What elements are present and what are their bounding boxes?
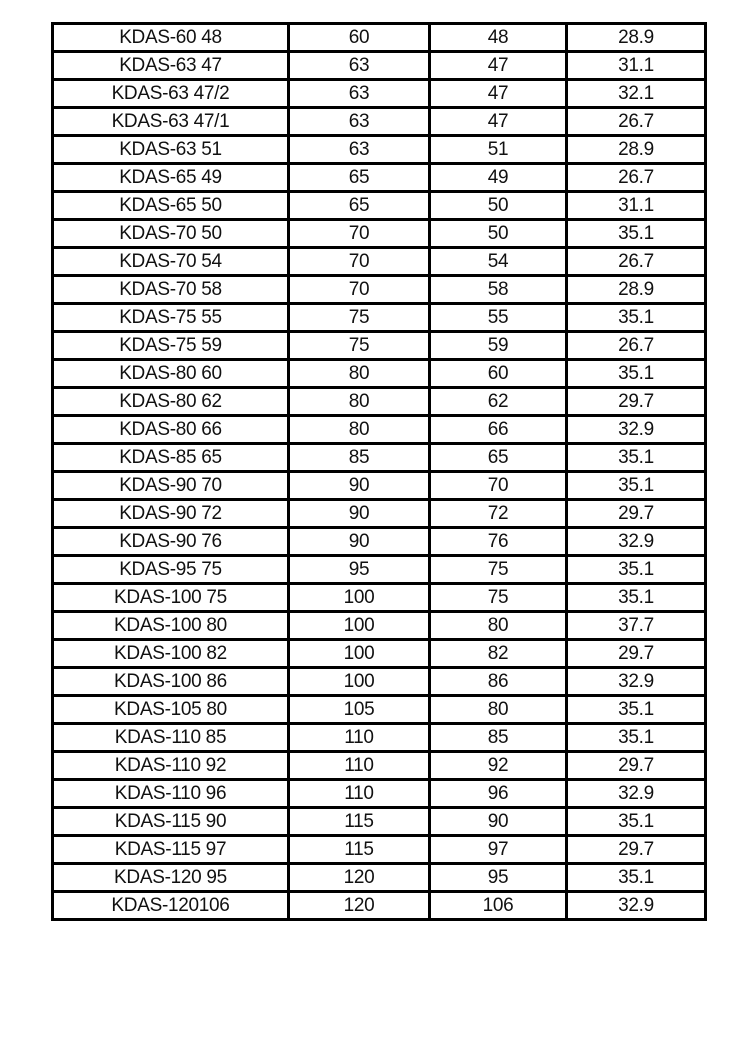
cell-height: 35.1 [567,556,706,584]
table-row [53,500,706,528]
cell-height: 32.9 [567,416,706,444]
cell-inner-diameter: 75 [430,584,567,612]
table-row [53,276,706,304]
table-row [53,332,706,360]
cell-outer-diameter: 100 [289,612,430,640]
cell-inner-diameter: 72 [430,500,567,528]
cell-model: KDAS-105 80 [53,696,289,724]
cell-model: KDAS-70 54 [53,248,289,276]
cell-model: KDAS-80 60 [53,360,289,388]
cell-inner-diameter: 90 [430,808,567,836]
cell-outer-diameter: 100 [289,668,430,696]
cell-outer-diameter: 70 [289,276,430,304]
cell-height: 29.7 [567,752,706,780]
cell-height: 35.1 [567,696,706,724]
cell-model: KDAS-80 62 [53,388,289,416]
cell-inner-diameter: 66 [430,416,567,444]
table-row [53,864,706,892]
cell-outer-diameter: 75 [289,332,430,360]
cell-inner-diameter: 60 [430,360,567,388]
table-row [53,472,706,500]
cell-outer-diameter: 63 [289,136,430,164]
cell-inner-diameter: 59 [430,332,567,360]
table-row [53,584,706,612]
cell-height: 29.7 [567,836,706,864]
cell-outer-diameter: 100 [289,640,430,668]
cell-inner-diameter: 47 [430,108,567,136]
cell-model: KDAS-75 59 [53,332,289,360]
cell-outer-diameter: 95 [289,556,430,584]
cell-inner-diameter: 80 [430,696,567,724]
cell-inner-diameter: 48 [430,24,567,52]
cell-height: 35.1 [567,444,706,472]
cell-inner-diameter: 92 [430,752,567,780]
cell-height: 35.1 [567,472,706,500]
cell-height: 26.7 [567,248,706,276]
cell-outer-diameter: 110 [289,752,430,780]
cell-inner-diameter: 50 [430,192,567,220]
cell-outer-diameter: 120 [289,864,430,892]
cell-model: KDAS-65 50 [53,192,289,220]
cell-outer-diameter: 63 [289,108,430,136]
table-row [53,724,706,752]
cell-inner-diameter: 54 [430,248,567,276]
table-row [53,388,706,416]
cell-model: KDAS-90 70 [53,472,289,500]
cell-model: KDAS-85 65 [53,444,289,472]
table-row [53,80,706,108]
cell-model: KDAS-100 80 [53,612,289,640]
cell-height: 31.1 [567,52,706,80]
cell-inner-diameter: 49 [430,164,567,192]
cell-height: 35.1 [567,360,706,388]
cell-outer-diameter: 70 [289,220,430,248]
cell-model: KDAS-95 75 [53,556,289,584]
spec-table [51,22,707,921]
table-row [53,528,706,556]
cell-outer-diameter: 80 [289,388,430,416]
cell-model: KDAS-63 47/2 [53,80,289,108]
cell-outer-diameter: 100 [289,584,430,612]
cell-inner-diameter: 47 [430,80,567,108]
cell-outer-diameter: 63 [289,80,430,108]
cell-inner-diameter: 82 [430,640,567,668]
cell-inner-diameter: 65 [430,444,567,472]
cell-model: KDAS-115 90 [53,808,289,836]
cell-outer-diameter: 65 [289,192,430,220]
cell-inner-diameter: 47 [430,52,567,80]
cell-outer-diameter: 110 [289,724,430,752]
cell-inner-diameter: 51 [430,136,567,164]
cell-outer-diameter: 65 [289,164,430,192]
table-row [53,836,706,864]
cell-outer-diameter: 60 [289,24,430,52]
table-row [53,612,706,640]
table-row [53,192,706,220]
spec-table-body [53,24,706,920]
cell-inner-diameter: 97 [430,836,567,864]
table-row [53,360,706,388]
cell-outer-diameter: 70 [289,248,430,276]
table-row [53,220,706,248]
table-row [53,164,706,192]
cell-height: 26.7 [567,164,706,192]
table-row [53,248,706,276]
cell-model: KDAS-70 50 [53,220,289,248]
cell-height: 29.7 [567,500,706,528]
table-row [53,668,706,696]
cell-height: 28.9 [567,276,706,304]
cell-height: 35.1 [567,304,706,332]
table-row [53,304,706,332]
cell-outer-diameter: 90 [289,528,430,556]
table-row [53,780,706,808]
cell-height: 35.1 [567,724,706,752]
table-row [53,416,706,444]
cell-height: 29.7 [567,640,706,668]
table-row [53,556,706,584]
cell-height: 35.1 [567,808,706,836]
cell-inner-diameter: 75 [430,556,567,584]
cell-outer-diameter: 115 [289,808,430,836]
cell-height: 32.9 [567,668,706,696]
cell-model: KDAS-110 96 [53,780,289,808]
cell-inner-diameter: 106 [430,892,567,920]
cell-inner-diameter: 85 [430,724,567,752]
cell-height: 37.7 [567,612,706,640]
cell-model: KDAS-120106 [53,892,289,920]
cell-model: KDAS-80 66 [53,416,289,444]
cell-inner-diameter: 95 [430,864,567,892]
cell-outer-diameter: 85 [289,444,430,472]
cell-model: KDAS-100 86 [53,668,289,696]
cell-inner-diameter: 80 [430,612,567,640]
cell-inner-diameter: 55 [430,304,567,332]
cell-model: KDAS-100 75 [53,584,289,612]
table-row [53,136,706,164]
cell-height: 26.7 [567,332,706,360]
cell-inner-diameter: 62 [430,388,567,416]
cell-model: KDAS-60 48 [53,24,289,52]
cell-outer-diameter: 120 [289,892,430,920]
table-row [53,52,706,80]
cell-model: KDAS-65 49 [53,164,289,192]
table-row [53,808,706,836]
cell-model: KDAS-120 95 [53,864,289,892]
table-row [53,108,706,136]
cell-height: 28.9 [567,136,706,164]
cell-height: 28.9 [567,24,706,52]
cell-height: 31.1 [567,192,706,220]
cell-inner-diameter: 76 [430,528,567,556]
cell-outer-diameter: 80 [289,416,430,444]
cell-height: 26.7 [567,108,706,136]
table-row [53,640,706,668]
cell-model: KDAS-100 82 [53,640,289,668]
cell-model: KDAS-63 47/1 [53,108,289,136]
cell-outer-diameter: 90 [289,500,430,528]
cell-height: 32.1 [567,80,706,108]
cell-model: KDAS-110 92 [53,752,289,780]
cell-height: 32.9 [567,892,706,920]
cell-inner-diameter: 96 [430,780,567,808]
cell-model: KDAS-90 76 [53,528,289,556]
cell-outer-diameter: 110 [289,780,430,808]
cell-outer-diameter: 75 [289,304,430,332]
table-row [53,892,706,920]
table-row [53,696,706,724]
cell-height: 32.9 [567,780,706,808]
cell-inner-diameter: 58 [430,276,567,304]
cell-height: 35.1 [567,584,706,612]
cell-model: KDAS-75 55 [53,304,289,332]
cell-height: 32.9 [567,528,706,556]
cell-model: KDAS-115 97 [53,836,289,864]
cell-height: 35.1 [567,220,706,248]
cell-inner-diameter: 86 [430,668,567,696]
cell-outer-diameter: 63 [289,52,430,80]
cell-model: KDAS-63 51 [53,136,289,164]
cell-outer-diameter: 80 [289,360,430,388]
table-row [53,444,706,472]
cell-model: KDAS-110 85 [53,724,289,752]
cell-outer-diameter: 105 [289,696,430,724]
cell-model: KDAS-90 72 [53,500,289,528]
cell-model: KDAS-70 58 [53,276,289,304]
cell-inner-diameter: 70 [430,472,567,500]
cell-outer-diameter: 115 [289,836,430,864]
cell-model: KDAS-63 47 [53,52,289,80]
cell-outer-diameter: 90 [289,472,430,500]
table-row [53,752,706,780]
cell-height: 29.7 [567,388,706,416]
cell-height: 35.1 [567,864,706,892]
table-row [53,24,706,52]
cell-inner-diameter: 50 [430,220,567,248]
